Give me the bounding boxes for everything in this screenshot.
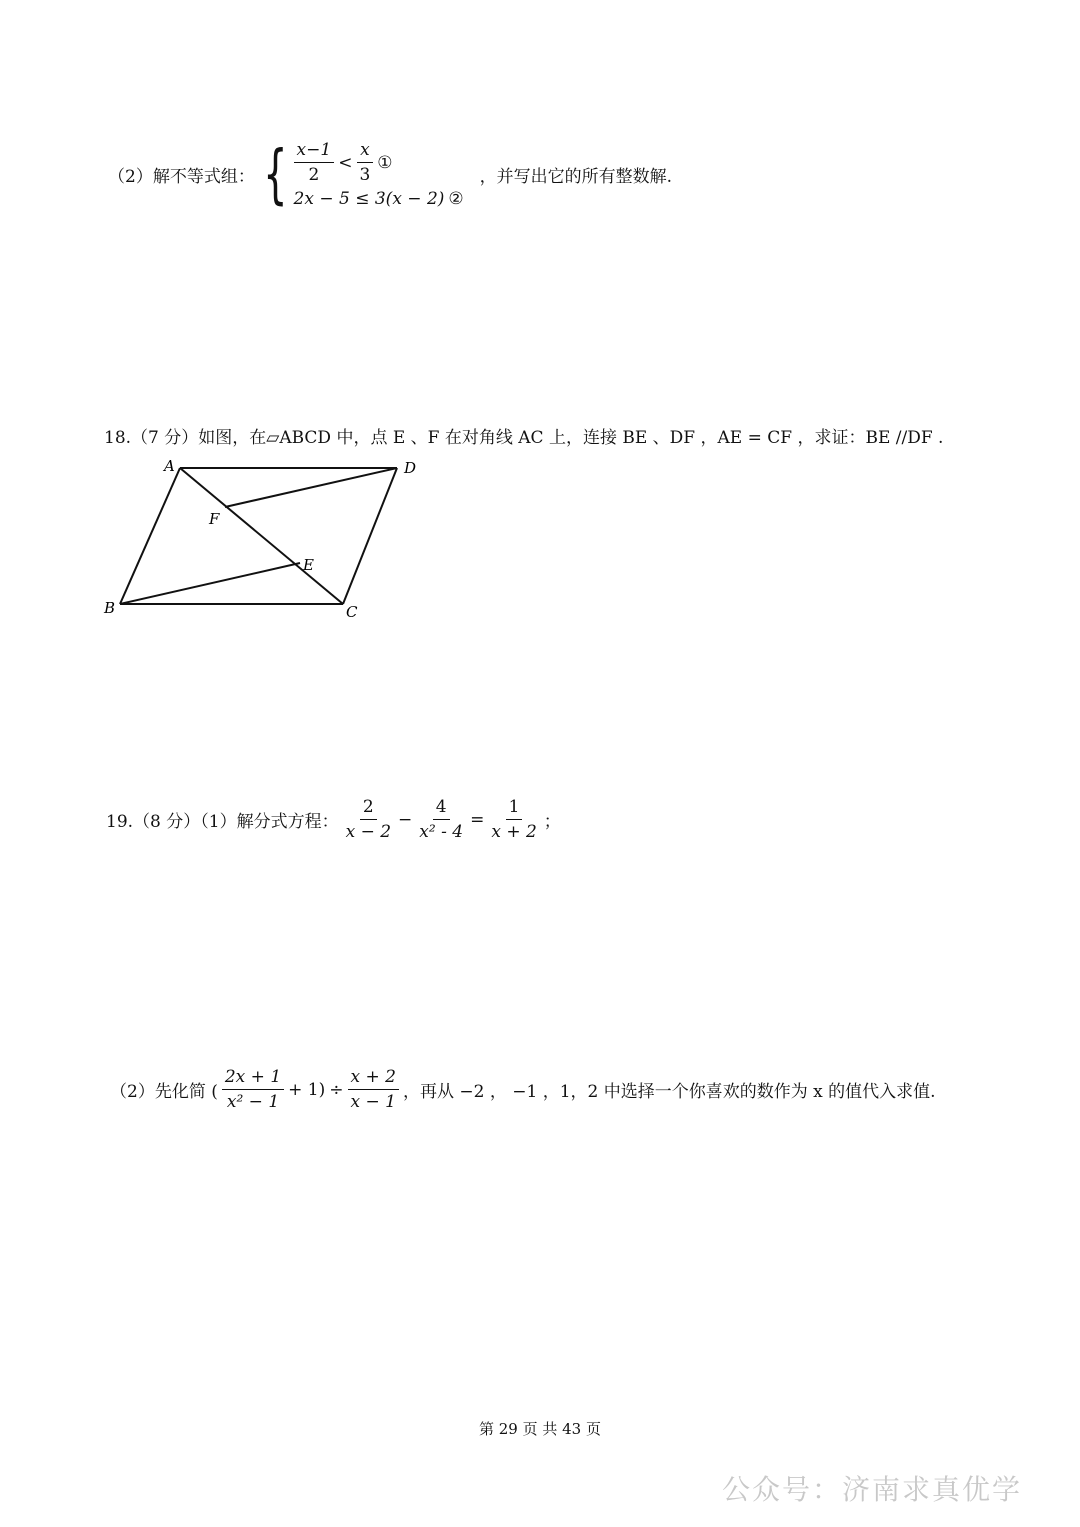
q19-1-f2-den: x² - 4 bbox=[419, 822, 464, 842]
diagonal-AC bbox=[180, 468, 343, 604]
point-label-B: B bbox=[104, 599, 116, 617]
ineq1-op: < bbox=[338, 152, 353, 173]
segment-DF bbox=[225, 468, 397, 507]
q19-2-prefix: （2）先化简 ( bbox=[110, 1082, 218, 1102]
ineq1-left-den: 2 bbox=[308, 165, 320, 185]
q19-1-f3-num: 1 bbox=[506, 797, 523, 820]
q19-2-suffix: ，再从 −2 ， −1 ，1，2 中选择一个你喜欢的数作为 x 的值代入求值. bbox=[402, 1082, 936, 1102]
q19-1-suffix: ； bbox=[543, 812, 561, 832]
q19-1-eq: = bbox=[470, 809, 485, 830]
q19-1-f1-num: 2 bbox=[360, 797, 377, 820]
ineq1-left-num: x−1 bbox=[294, 140, 335, 163]
point-label-E: E bbox=[303, 556, 314, 574]
q19-1-prefix: 19.（8 分）（1）解分式方程： bbox=[106, 812, 339, 832]
parallelogram-figure bbox=[90, 455, 430, 625]
q19-2-f1-num: 2x + 1 bbox=[222, 1067, 284, 1090]
q19-2-f1-den: x² − 1 bbox=[226, 1092, 280, 1112]
q19-1-minus: − bbox=[398, 809, 413, 830]
q18-text: 18.（7 分）如图，在▱ABCD 中，点 E 、F 在对角线 AC 上，连接 BE 、DF ，AE = CF ，求证：BE //DF . bbox=[104, 428, 944, 448]
q19-1-f3-den: x + 2 bbox=[491, 822, 537, 842]
ineq1-right-num: x bbox=[357, 140, 373, 163]
point-label-F: F bbox=[209, 510, 220, 528]
q19-1-f1-den: x − 2 bbox=[345, 822, 392, 842]
q19-part1 bbox=[104, 797, 563, 842]
inequality-2 bbox=[292, 189, 466, 209]
point-label-C: C bbox=[346, 603, 358, 621]
inequality-1 bbox=[292, 140, 466, 185]
point-label-A: A bbox=[164, 457, 175, 475]
ineq2-text: 2x − 5 ≤ 3(x − 2) bbox=[293, 189, 445, 209]
segment-BA bbox=[120, 468, 180, 604]
q19-2-f2-num: x + 2 bbox=[348, 1067, 399, 1090]
ineq1-right-den: 3 bbox=[359, 165, 371, 185]
q17-2-prefix: （2）解不等式组： bbox=[108, 167, 255, 187]
ineq1-marker: ① bbox=[377, 152, 393, 173]
q19-1-f2-num: 4 bbox=[433, 797, 450, 820]
q19-2-div: ÷ bbox=[329, 1079, 344, 1100]
q19-2-plus-one: + 1) bbox=[288, 1079, 326, 1100]
q17-part2 bbox=[108, 137, 673, 212]
left-brace: { bbox=[262, 137, 288, 212]
q17-2-suffix: ，并写出它的所有整数解. bbox=[479, 167, 673, 187]
segment-BE bbox=[120, 563, 300, 604]
q19-part2 bbox=[108, 1067, 938, 1112]
inequality-system bbox=[255, 137, 466, 212]
q19-2-f2-den: x − 1 bbox=[350, 1092, 396, 1112]
ineq2-marker: ② bbox=[448, 189, 464, 209]
watermark: 公众号：济南求真优学 bbox=[721, 1473, 1022, 1506]
page-footer: 第 29 页 共 43 页 bbox=[478, 1420, 601, 1438]
point-label-D: D bbox=[404, 459, 417, 477]
segment-DC bbox=[343, 468, 397, 604]
